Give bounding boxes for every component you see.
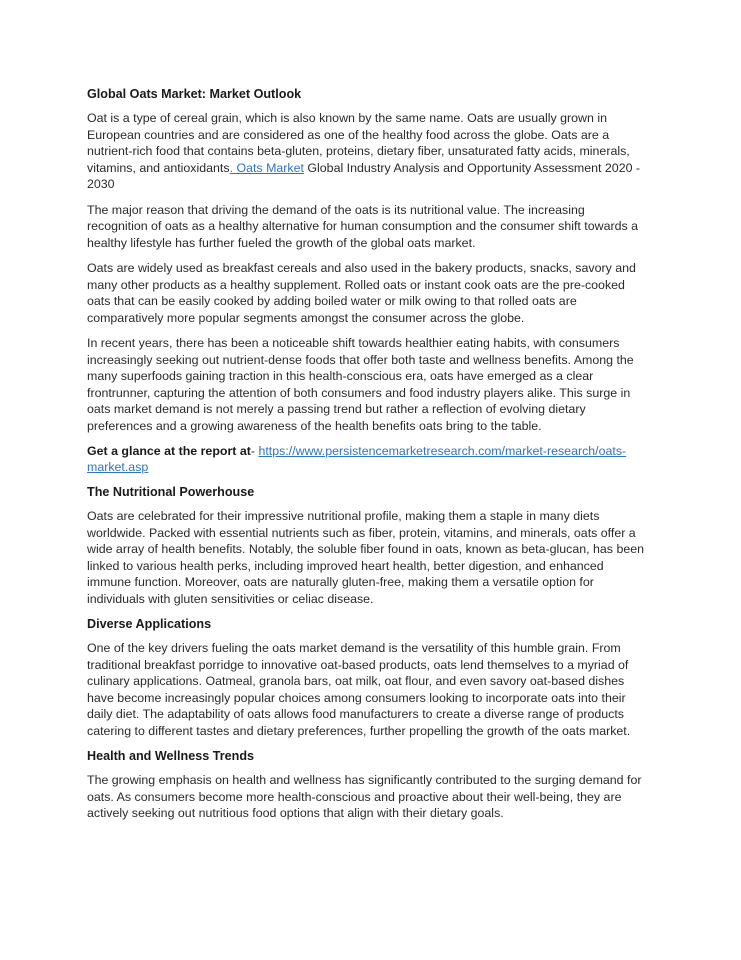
report-url-link[interactable]: https://www.persistencemarketresearch.com/market-research/oats-market.asp <box>87 444 627 474</box>
section-body-wellness: The growing emphasis on health and wellness has significantly contributed to the surging demand for oats. As consumers become more health-conscious and proactive about their well-being, they are actively seeking out nutritious food options that align with their dietary goals. <box>87 773 642 820</box>
intro-paragraph <box>87 110 647 193</box>
demand-paragraph: The major reason that driving the demand of the oats is its nutritional value. The increasing recognition of oats as a healthy alternative for human consumption and the consumer shift towards a healthy lifestyle has further fueled the growth of the global oats market. <box>87 202 639 250</box>
report-line <box>87 443 647 475</box>
report-label: Get a glance at the report at <box>87 444 251 458</box>
document-page <box>87 86 647 831</box>
section-heading-nutrition: The Nutritional Powerhouse <box>87 485 255 499</box>
intro-text-continued: Global Industry Analysis and Opportunity Assessment 2020 - 2030 <box>87 160 641 191</box>
section-body-applications: One of the key drivers fueling the oats market demand is the versatility of this humble grain. From traditional breakfast porridge to innovative oat-based products, oats lend themselves to a myriad of culinary applications. Oatmeal, granola bars, oat milk, oat flour, and even savory oat-based dishes have become increasingly popular choices among consumers looking to incorporate oats into their daily diet. The adaptability of oats allows food manufacturers to create a diverse range of products catering to different tastes and dietary preferences, further propelling the growth of the oats market. <box>87 641 631 738</box>
section-heading-applications: Diverse Applications <box>87 617 212 631</box>
oats-market-link[interactable]: . Oats Market <box>229 160 304 175</box>
trends-paragraph: In recent years, there has been a noticeable shift towards healthier eating habits, with consumers increasingly seeking out nutrient-dense foods that offer both taste and wellness benefits. Among the many superfoods gaining traction in this health-conscious era, oats have emerged as a clear frontrunner, capturing the attention of both consumers and food industry players alike. This surge in oats market demand is not merely a passing trend but rather a reflection of evolving dietary preferences and a growing awareness of the health benefits oats bring to the table. <box>87 336 634 433</box>
section-heading-wellness: Health and Wellness Trends <box>87 749 255 763</box>
report-separator: - <box>250 444 259 458</box>
uses-paragraph: Oats are widely used as breakfast cereals and also used in the bakery products, snacks, savory and many other products as a healthy supplement. Rolled oats or instant cook oats are the pre-cooked oats that can be easily cooked by adding boiled water or milk owing to that rolled oats are comparatively more popular segments amongst the consumer across the globe. <box>87 261 636 325</box>
document-title: Global Oats Market: Market Outlook <box>87 87 302 101</box>
intro-text: Oat is a type of cereal grain, which is also known by the same name. Oats are usually grown in European countries and are considered as one of the healthy food across the globe. Oats are a nutrient-rich food that contains beta-gluten, proteins, dietary fiber, unsaturated fatty acids, minerals, vitamins, and antioxidants <box>87 111 630 175</box>
section-body-nutrition: Oats are celebrated for their impressive nutritional profile, making them a staple in many diets worldwide. Packed with essential nutrients such as fiber, protein, vitamins, and minerals, oats offer a wide array of health benefits. Notably, the soluble fiber found in oats, known as beta-glucan, has been linked to various health perks, including improved heart health, better digestion, and enhanced immune function. Moreover, oats are naturally gluten-free, making them a versatile option for individuals with gluten sensitivities or celiac disease. <box>87 509 645 606</box>
